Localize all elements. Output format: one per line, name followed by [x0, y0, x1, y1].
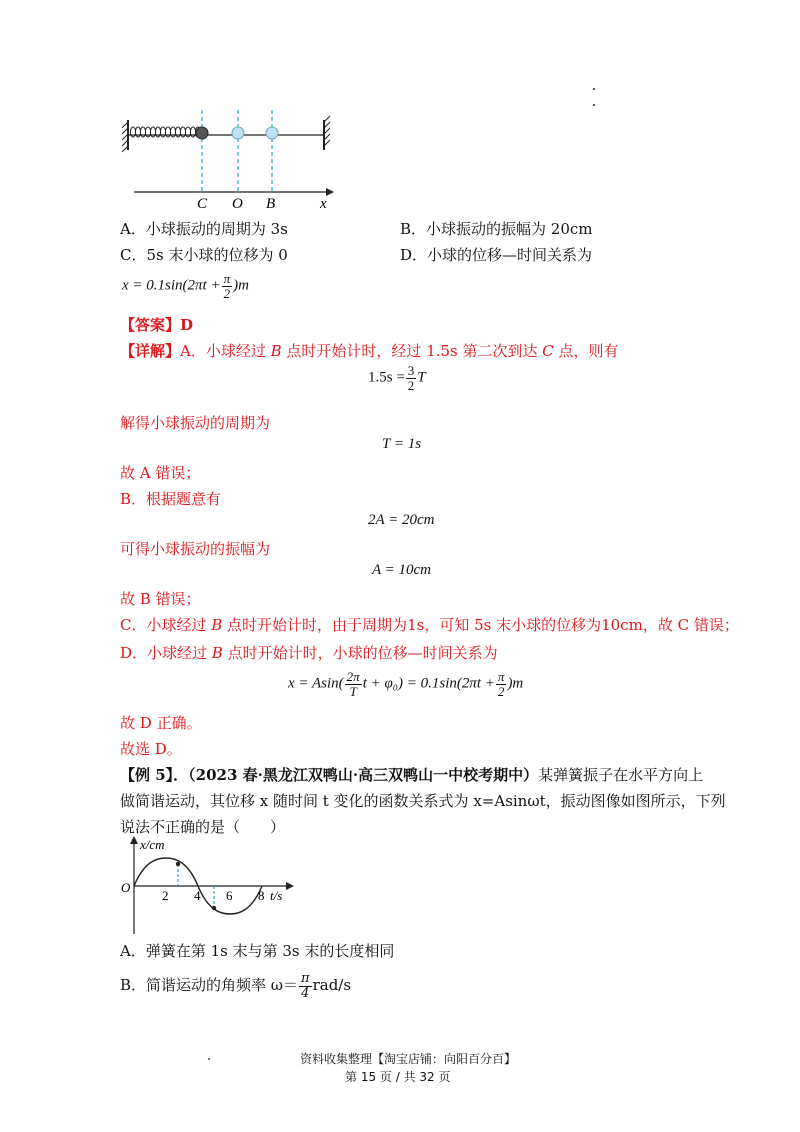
answer-line — [120, 314, 193, 335]
example-5-text-3: 说法不正确的是（ ） — [120, 818, 286, 836]
graph-y-label: x/cm — [140, 837, 165, 852]
spring — [130, 127, 200, 137]
example-5-source: （2023 春·黑龙江双鸭山·高三双鸭山一中校考期中） — [188, 766, 539, 784]
equation-2: T = 1s — [382, 436, 422, 452]
option-d: D．小球的位移—时间关系为 — [400, 246, 593, 264]
graph-tick-8: 8 — [258, 888, 265, 903]
graph-tick-2: 2 — [162, 888, 169, 903]
footer-shop: 资料收集整理【淘宝店铺：向阳百分百】 — [300, 1052, 517, 1066]
equation-4: A = 10cm — [372, 562, 432, 578]
point-t5 — [212, 906, 216, 910]
q5-option-b: B．简谐运动的角频率 ω＝ $\frac{\pi}{4}$ rad/s — [120, 971, 352, 1001]
footer-page-number: 第 15 页 / 共 32 页 — [345, 1070, 451, 1084]
corner-speck — [593, 104, 595, 106]
corner-speck — [593, 88, 595, 90]
option-d-formula: x = 0.1sin(2πt + $\frac{\pi}{2}$ )m — [122, 271, 249, 301]
graph-x-arrow — [286, 882, 294, 890]
detail-line-7: C．小球经过 B 点时开始计时，由于周期为1s，可知 5s 末小球的位移为10cm，故 C 错误； — [120, 616, 739, 634]
equation-3: 2A = 20cm — [368, 512, 435, 528]
vibration-graph — [118, 836, 298, 938]
detail-line-6: 故 B 错误； — [120, 590, 201, 608]
detail-line-9: 故 D 正确。 — [120, 714, 202, 732]
detail-line-4: B．根据题意有 — [120, 490, 222, 508]
ball-at-c — [196, 127, 208, 139]
spring-oscillator-diagram — [120, 108, 340, 208]
detail-line-8: D．小球经过 B 点时开始计时，小球的位移—时间关系为 — [120, 644, 498, 662]
detail-line-10: 故选 D。 — [120, 740, 182, 758]
equation-1: 1.5s = $\frac{3}{2}$ T — [368, 363, 426, 393]
example-5-text-2: 做简谐运动，其位移 x 随时间 t 变化的函数关系式为 x=Asinωt，振动图像如图所示，下列 — [120, 792, 726, 810]
ball-at-b — [266, 127, 278, 139]
option-a: A．小球振动的周期为 3s — [120, 220, 288, 238]
option-b: B．小球振动的振幅为 20cm — [400, 220, 593, 238]
detail-line-3: 故 A 错误； — [120, 464, 201, 482]
footer-speck — [208, 1058, 210, 1060]
ball-at-o — [232, 127, 244, 139]
graph-tick-6: 6 — [226, 888, 233, 903]
answer-value: D — [180, 316, 194, 334]
label-o: O — [232, 196, 243, 208]
label-b: B — [266, 196, 276, 208]
x-axis-arrow — [326, 188, 334, 196]
graph-tick-4: 4 — [194, 888, 201, 903]
answer-label: 【答案】 — [120, 316, 181, 334]
detail-line-2: 解得小球振动的周期为 — [120, 414, 271, 432]
graph-y-arrow — [130, 836, 138, 844]
example-5-header: 【例 5】．（2023 春·黑龙江双鸭山·高三双鸭山一中校考期中）某弹簧振子在水平方向上 — [120, 766, 704, 784]
detail-line-1: 【详解】A．小球经过 B 点时开始计时，经过 1.5s 第二次到达 C 点，则有 — [120, 342, 619, 360]
q5-option-a: A．弹簧在第 1s 末与第 3s 末的长度相同 — [120, 942, 395, 960]
option-c: C．5s 末小球的位移为 0 — [120, 246, 288, 264]
graph-origin: O — [121, 880, 131, 895]
detail-line-5: 可得小球振动的振幅为 — [120, 540, 271, 558]
graph-x-label: t/s — [270, 888, 283, 903]
equation-5: x = Asin( $\frac{2\pi}{T}$ t + φ₀) = 0.1sin(2πt + $\frac{\pi}{2}$ )m — [288, 669, 524, 699]
point-t3 — [176, 862, 180, 866]
label-x: x — [320, 196, 327, 208]
label-c: C — [197, 196, 208, 208]
example-5-label: 【例 5】． — [120, 766, 189, 784]
